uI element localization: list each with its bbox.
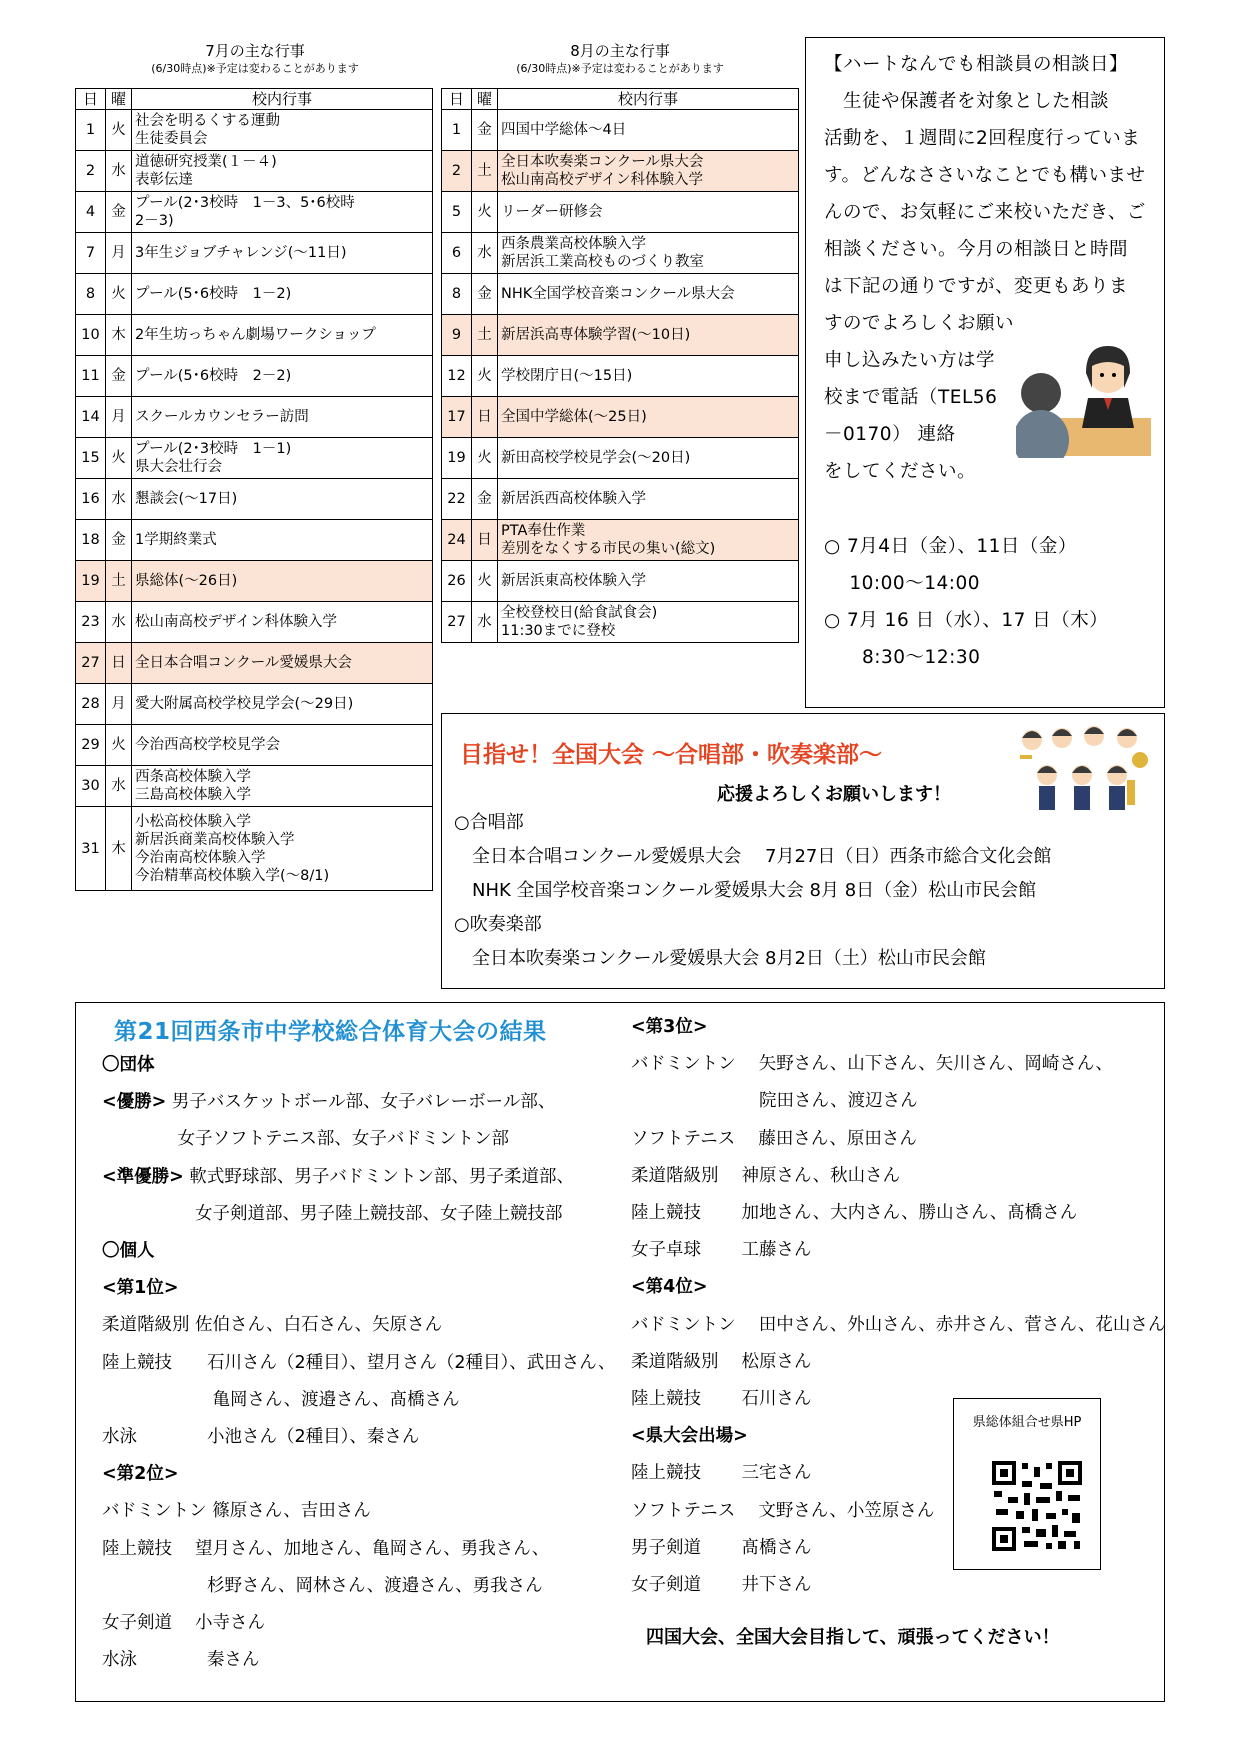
weekday-cell: 木: [106, 315, 132, 356]
day-cell: 2: [442, 151, 472, 192]
consultation-line: －0170） 連絡: [824, 424, 956, 445]
event-cell: プール(5･6校時 2－2): [132, 356, 433, 397]
result-line: 〇団体: [102, 1055, 155, 1075]
event-cell: 新田高校学校見学会(～20日): [498, 438, 799, 479]
day-cell: 16: [76, 479, 106, 520]
col-event: 校内行事: [498, 89, 799, 110]
event-cell: 西条農業高校体験入学 新居浜工業高校ものづくり教室: [498, 233, 799, 274]
event-cell: 社会を明るくする運動 生徒委員会: [132, 110, 433, 151]
consultation-line: 申し込みたい方は学: [824, 350, 996, 371]
event-cell: プール(5･6校時 1－2): [132, 274, 433, 315]
day-cell: 31: [76, 807, 106, 891]
schedule-row: [442, 274, 799, 315]
event-cell: 今治西高校学校見学会: [132, 725, 433, 766]
contest-line: 全日本合唱コンクール愛媛県大会 7月27日（日）西条市総合文化会館: [454, 846, 1052, 867]
national-contest-box: [441, 713, 1165, 989]
event-cell: 学校閉庁日(～15日): [498, 356, 799, 397]
result-line: 女子剣道 井下さん: [631, 1575, 812, 1596]
result-line: 柔道階級別 神原さん、秋山さん: [631, 1165, 901, 1186]
band-members-illustration: [1012, 720, 1157, 815]
schedule-row: [442, 356, 799, 397]
schedule-row: [442, 233, 799, 274]
day-cell: 8: [442, 274, 472, 315]
result-line: <県大会出場>: [631, 1426, 748, 1447]
day-cell: 27: [76, 643, 106, 684]
schedule-row: [76, 315, 433, 356]
weekday-cell: 金: [106, 356, 132, 397]
cheer-message: 応援よろしくお願いします！: [717, 784, 951, 805]
result-line: 陸上競技 石川さん: [631, 1389, 812, 1410]
contest-line: ○吹奏楽部: [454, 914, 542, 935]
result-teams: 軟式野球部、男子バドミントン部、男子柔道部、: [183, 1166, 575, 1187]
schedule-row: [442, 479, 799, 520]
event-cell: 松山南高校デザイン科体験入学: [132, 602, 433, 643]
day-cell: 30: [76, 766, 106, 807]
result-line: 柔道階級別 松原さん: [631, 1351, 812, 1372]
contest-line: ○合唱部: [454, 812, 524, 833]
result-line: 女子剣道 小寺さん: [102, 1613, 266, 1634]
weekday-cell: 土: [472, 315, 498, 356]
day-cell: 24: [442, 520, 472, 561]
weekday-cell: 日: [472, 520, 498, 561]
schedule-row: [76, 643, 433, 684]
contest-line: NHK 全国学校音楽コンクール愛媛県大会 8月 8日（金）松山市民会館: [454, 880, 1037, 901]
august-title: 8月の主な行事: [570, 42, 670, 60]
schedule-row: [76, 766, 433, 807]
consultation-line: んので、お気軽にご来校いただき、ご: [824, 202, 1146, 223]
day-cell: 11: [76, 356, 106, 397]
schedule-row: [76, 725, 433, 766]
day-cell: 1: [442, 110, 472, 151]
event-cell: 小松高校体験入学 新居浜商業高校体験入学 今治南高校体験入学 今治精華高校体験入学(～8/1): [132, 807, 433, 891]
event-cell: 愛大附属高校学校見学会(～29日): [132, 684, 433, 725]
weekday-cell: 火: [106, 725, 132, 766]
weekday-cell: 火: [106, 110, 132, 151]
result-line: 杉野さん、岡林さん、渡邉さん、勇我さん: [102, 1575, 543, 1596]
consultation-line: をしてください。: [824, 461, 977, 482]
event-cell: 新居浜高専体験学習(～10日): [498, 315, 799, 356]
result-line: 陸上競技 石川さん（2種目）、望月さん（2種目）、武田さん、: [102, 1352, 616, 1373]
event-cell: 懇談会(～17日): [132, 479, 433, 520]
result-line: 水泳 小池さん（2種目）、秦さん: [102, 1427, 420, 1448]
result-line: 柔道階級別 佐伯さん、白石さん、矢原さん: [102, 1315, 443, 1336]
schedule-row: [442, 602, 799, 643]
day-cell: 6: [442, 233, 472, 274]
weekday-cell: 月: [106, 397, 132, 438]
schedule-row: [442, 520, 799, 561]
consultation-line: は下記の通りですが、変更もありま: [824, 276, 1129, 297]
schedule-row: [442, 438, 799, 479]
day-cell: 1: [76, 110, 106, 151]
july-title: 7月の主な行事: [205, 42, 305, 60]
weekday-cell: 水: [106, 602, 132, 643]
day-cell: 5: [442, 192, 472, 233]
consultation-date-line: ○ 7月4日（金）、11日（金）: [824, 536, 1077, 557]
col-weekday: 曜: [472, 89, 498, 110]
event-cell: 全国中学総体(～25日): [498, 397, 799, 438]
result-line: 女子卓球 工藤さん: [631, 1240, 812, 1261]
weekday-cell: 火: [106, 274, 132, 315]
weekday-cell: 月: [106, 684, 132, 725]
col-day: 日: [76, 89, 106, 110]
event-cell: 2年生坊っちゃん劇場ワークショップ: [132, 315, 433, 356]
schedule-row: [442, 192, 799, 233]
result-line: 陸上競技 三宅さん: [631, 1463, 812, 1484]
result-line: <第3位>: [631, 1017, 708, 1037]
result-line: バドミントン 篠原さん、吉田さん: [102, 1501, 371, 1522]
day-cell: 2: [76, 151, 106, 192]
schedule-row: [442, 315, 799, 356]
weekday-cell: 日: [106, 643, 132, 684]
schedule-row: [76, 192, 433, 233]
result-line: 水泳 秦さん: [102, 1650, 260, 1671]
event-cell: 県総体(～26日): [132, 561, 433, 602]
weekday-cell: 火: [472, 561, 498, 602]
result-category: <準優勝>: [102, 1166, 184, 1187]
consultation-date-line: 10:00～14:00: [824, 573, 981, 594]
weekday-cell: 金: [472, 274, 498, 315]
day-cell: 15: [76, 438, 106, 479]
schedule-row: [76, 397, 433, 438]
day-cell: 7: [76, 233, 106, 274]
day-cell: 27: [442, 602, 472, 643]
consultation-line: す。どんなささいなことでも構いませ: [824, 165, 1146, 186]
day-cell: 4: [76, 192, 106, 233]
july-schedule-table: [75, 88, 433, 891]
weekday-cell: 水: [472, 602, 498, 643]
consultation-line: 生徒や保護者を対象とした相談: [824, 91, 1110, 112]
day-cell: 22: [442, 479, 472, 520]
consultation-date-line: 8:30～12:30: [824, 647, 981, 668]
weekday-cell: 木: [106, 807, 132, 891]
results-left-column: [102, 1047, 615, 1679]
result-line: <第1位>: [102, 1278, 179, 1299]
consultation-line: すのでよろしくお願い: [824, 313, 1015, 334]
day-cell: 23: [76, 602, 106, 643]
result-teams: 男子バスケットボール部、女子バレーボール部、: [166, 1092, 556, 1113]
weekday-cell: 火: [106, 438, 132, 479]
day-cell: 9: [442, 315, 472, 356]
consultation-date-line: ○ 7月 16 日（水）、17 日（木）: [824, 610, 1109, 631]
result-line: 院田さん、渡辺さん: [631, 1091, 918, 1112]
event-cell: 四国中学総体～4日: [498, 110, 799, 151]
result-line: [102, 1159, 615, 1196]
weekday-cell: 金: [106, 520, 132, 561]
schedule-row: [442, 397, 799, 438]
result-line: バドミントン 田中さん、外山さん、赤井さん、菅さん、花山さん: [631, 1314, 1166, 1335]
schedule-row: [76, 151, 433, 192]
event-cell: 新居浜西高校体験入学: [498, 479, 799, 520]
results-box: [75, 1002, 1165, 1702]
col-day: 日: [442, 89, 472, 110]
consultation-line: 相談ください。今月の相談日と時間: [824, 239, 1129, 260]
event-cell: 全日本吹奏楽コンクール県大会 松山南高校デザイン科体験入学: [498, 151, 799, 192]
consultation-box: [805, 37, 1165, 708]
schedule-row: [76, 684, 433, 725]
closing-message: 四国大会、全国大会目指して、頑張ってください！: [646, 1627, 1060, 1648]
weekday-cell: 金: [472, 110, 498, 151]
result-line: 亀岡さん、渡邉さん、髙橋さん: [102, 1389, 460, 1410]
event-cell: リーダー研修会: [498, 192, 799, 233]
schedule-row: [76, 438, 433, 479]
event-cell: 3年生ジョブチャレンジ(～11日): [132, 233, 433, 274]
weekday-cell: 水: [106, 479, 132, 520]
result-line: ソフトテニス 文野さん、小笠原さん: [631, 1500, 935, 1521]
day-cell: 8: [76, 274, 106, 315]
day-cell: 28: [76, 684, 106, 725]
qr-box: [953, 1398, 1101, 1570]
weekday-cell: 火: [472, 356, 498, 397]
schedule-row: [76, 274, 433, 315]
day-cell: 19: [442, 438, 472, 479]
event-cell: 全校登校日(給食試食会) 11:30までに登校: [498, 602, 799, 643]
result-line: 陸上競技 望月さん、加地さん、亀岡さん、勇我さん、: [102, 1538, 550, 1559]
weekday-cell: 月: [106, 233, 132, 274]
result-line: 女子剣道部、男子陸上競技部、女子陸上競技部: [102, 1203, 563, 1224]
weekday-cell: 金: [106, 192, 132, 233]
schedule-row: [76, 602, 433, 643]
weekday-cell: 水: [106, 766, 132, 807]
weekday-cell: 金: [472, 479, 498, 520]
schedule-row: [76, 233, 433, 274]
schedule-row: [76, 356, 433, 397]
event-cell: 全日本合唱コンクール愛媛県大会: [132, 643, 433, 684]
weekday-cell: 土: [106, 561, 132, 602]
event-cell: プール(2･3校時 1－3、5･6校時 2－3): [132, 192, 433, 233]
weekday-cell: 水: [106, 151, 132, 192]
result-line: <第2位>: [102, 1464, 179, 1485]
col-weekday: 曜: [106, 89, 132, 110]
event-cell: 西条高校体験入学 三島高校体験入学: [132, 766, 433, 807]
august-note: (6/30時点)※予定は変わることがあります: [516, 62, 724, 75]
july-note: (6/30時点)※予定は変わることがあります: [151, 62, 359, 75]
result-line: 〇個人: [102, 1241, 155, 1262]
consultation-illustration: [1016, 328, 1161, 458]
contest-line: 全日本吹奏楽コンクール愛媛県大会 8月2日（土）松山市民会館: [454, 948, 986, 969]
weekday-cell: 水: [472, 233, 498, 274]
result-line: [102, 1084, 615, 1121]
day-cell: 29: [76, 725, 106, 766]
event-cell: プール(2･3校時 1－1) 県大会壮行会: [132, 438, 433, 479]
result-line: 女子ソフトテニス部、女子バドミントン部: [102, 1129, 510, 1150]
event-cell: 道徳研究授業(１－４) 表彰伝達: [132, 151, 433, 192]
results-title: 第21回西条市中学校総合体育大会の結果: [114, 1019, 547, 1045]
event-cell: PTA奉仕作業 差別をなくする市民の集い(総文): [498, 520, 799, 561]
day-cell: 18: [76, 520, 106, 561]
result-category: <優勝>: [102, 1092, 167, 1113]
event-cell: NHK全国学校音楽コンクール県大会: [498, 274, 799, 315]
schedule-row: [442, 151, 799, 192]
schedule-row: [76, 520, 433, 561]
weekday-cell: 火: [472, 192, 498, 233]
weekday-cell: 火: [472, 438, 498, 479]
consultation-line: 活動を、１週間に2回程度行っていま: [824, 128, 1141, 149]
qr-label: 県総体組合せ県HP: [972, 1415, 1082, 1430]
consultation-line: 校まで電話（TEL56: [824, 387, 998, 408]
event-cell: 1学期終業式: [132, 520, 433, 561]
schedule-row: [442, 561, 799, 602]
day-cell: 12: [442, 356, 472, 397]
day-cell: 26: [442, 561, 472, 602]
result-line: バドミントン 矢野さん、山下さん、矢川さん、岡崎さん、: [631, 1054, 1113, 1075]
consultation-title: 【ハートなんでも相談員の相談日】: [824, 54, 1129, 75]
day-cell: 10: [76, 315, 106, 356]
qr-code-icon[interactable]: [992, 1461, 1082, 1551]
schedule-row: [442, 110, 799, 151]
schedule-row: [76, 110, 433, 151]
result-line: <第4位>: [631, 1277, 708, 1298]
weekday-cell: 日: [472, 397, 498, 438]
day-cell: 14: [76, 397, 106, 438]
weekday-cell: 土: [472, 151, 498, 192]
schedule-row: [76, 807, 433, 891]
event-cell: スクールカウンセラー訪問: [132, 397, 433, 438]
result-line: 男子剣道 髙橋さん: [631, 1537, 812, 1558]
day-cell: 19: [76, 561, 106, 602]
result-line: ソフトテニス 藤田さん、原田さん: [631, 1128, 917, 1149]
day-cell: 17: [442, 397, 472, 438]
schedule-row: [76, 479, 433, 520]
col-event: 校内行事: [132, 89, 433, 110]
august-schedule-table: [441, 88, 799, 643]
result-line: 陸上競技 加地さん、大内さん、勝山さん、髙橋さん: [631, 1203, 1078, 1224]
event-cell: 新居浜東高校体験入学: [498, 561, 799, 602]
schedule-row: [76, 561, 433, 602]
contest-details: [454, 806, 1051, 976]
contest-title: 目指せ！全国大会 ～合唱部・吹奏楽部～: [460, 742, 883, 768]
consultation-dates: [824, 528, 1108, 676]
